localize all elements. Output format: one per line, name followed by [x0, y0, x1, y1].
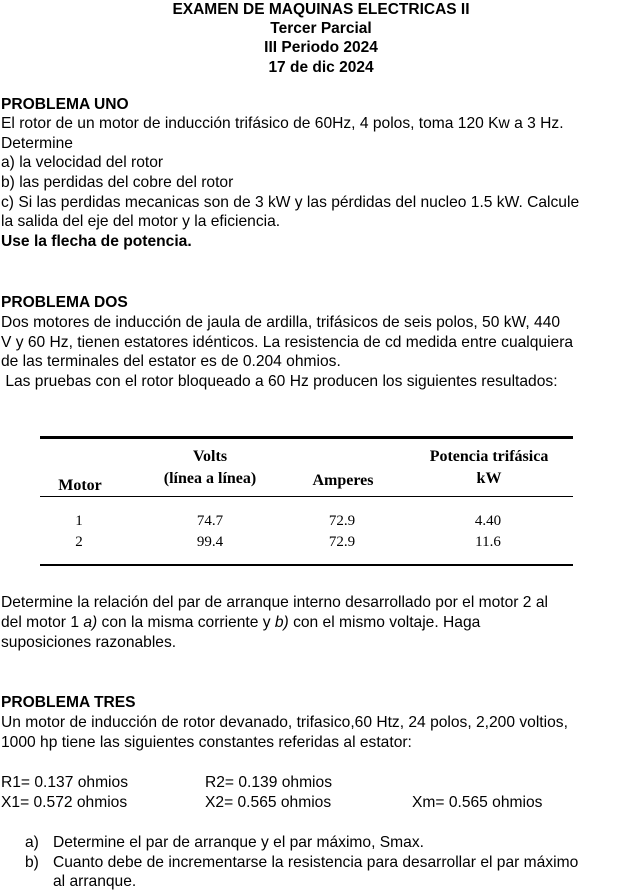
problem3-line: Un motor de inducción de rotor devanado, trifasico,60 Htz, 24 polos, 2,200 voltios,: [1, 714, 568, 731]
cell-motor: 1: [75, 513, 83, 529]
problem2-heading: PROBLEMA DOS: [1, 294, 128, 311]
table-header-rule: [40, 496, 573, 497]
problem3-line: 1000 hp tiene las siguientes constantes referidas al estator:: [1, 734, 412, 751]
question-text: con el mismo voltaje. Haga: [288, 614, 481, 631]
constant-xm: Xm= 0.565 ohmios: [412, 794, 543, 811]
question-text: con la misma corriente y: [97, 614, 275, 631]
problem1-line: b) las perdidas del cobre del rotor: [1, 174, 234, 191]
problem2-question: Determine la relación del par de arranque interno desarrollado por el motor 2 al: [1, 594, 548, 611]
constant-x2: X2= 0.565 ohmios: [205, 794, 332, 811]
header-amperes: Amperes: [312, 472, 374, 489]
problem2-line: V y 60 Hz, tienen estatores idénticos. La resistencia de cd medida entre cualquiera: [1, 334, 574, 351]
list-text: Determine el par de arranque y el par máximo, Smax.: [53, 834, 424, 851]
problem1-line: la salida del eje del motor y la eficiencia.: [1, 213, 281, 230]
cell-kw: 4.40: [474, 513, 502, 529]
question-part-b: b): [274, 614, 289, 631]
header-volts: Volts: [192, 448, 228, 465]
question-text: del motor 1: [1, 614, 84, 631]
table-top-rule: [40, 436, 573, 439]
list-marker: a): [25, 834, 39, 851]
problem1-heading: PROBLEMA UNO: [1, 96, 129, 113]
constant-r1: R1= 0.137 ohmios: [1, 774, 128, 791]
cell-volts: 74.7: [196, 513, 224, 529]
exam-period: III Periodo 2024: [264, 39, 378, 56]
header-motor: Motor: [58, 477, 102, 494]
constant-r2: R2= 0.139 ohmios: [205, 774, 332, 791]
header-power-unit: kW: [476, 470, 502, 487]
problem2-line: Dos motores de inducción de jaula de ardilla, trifásicos de seis polos, 50 kW, 440: [1, 314, 561, 331]
problem1-line: El rotor de un motor de inducción trifásico de 60Hz, 4 polos, toma 120 Kw a 3 Hz.: [1, 115, 564, 132]
problem2-line: de las terminales del estator es de 0.204 ohmios.: [1, 353, 341, 370]
header-power: Potencia trifásica: [429, 448, 549, 465]
exam-date: 17 de dic 2024: [268, 59, 374, 76]
table-bottom-rule: [40, 564, 573, 566]
problem3-heading: PROBLEMA TRES: [1, 694, 136, 711]
list-text: al arranque.: [53, 873, 137, 890]
constant-x1: X1= 0.572 ohmios: [1, 794, 128, 811]
problem1-line: Determine: [1, 135, 73, 152]
cell-amperes: 72.9: [328, 513, 356, 529]
cell-kw: 11.6: [475, 534, 501, 550]
problem1-line: a) la velocidad del rotor: [1, 154, 164, 171]
exam-title: EXAMEN DE MAQUINAS ELECTRICAS II: [172, 1, 470, 18]
cell-volts: 99.4: [196, 534, 224, 550]
problem2-line: Las pruebas con el rotor bloqueado a 60 Hz producen los siguientes resultados:: [1, 373, 558, 390]
cell-amperes: 72.9: [328, 534, 356, 550]
problem2-question: suposiciones razonables.: [1, 634, 177, 651]
question-part-a: a): [83, 614, 98, 631]
header-volts-sub: (línea a línea): [163, 470, 257, 487]
blocked-rotor-table: [40, 436, 573, 568]
list-marker: b): [25, 854, 39, 871]
problem2-question: [1, 613, 480, 632]
list-text: Cuanto debe de incrementarse la resistencia para desarrollar el par máximo: [53, 854, 579, 871]
exam-subtitle: Tercer Parcial: [270, 20, 372, 37]
cell-motor: 2: [75, 534, 83, 550]
problem1-line: c) Si las perdidas mecanicas son de 3 kW y las pérdidas del nucleo 1.5 kW. Calcule: [1, 194, 580, 211]
problem1-note: Use la flecha de potencia.: [1, 233, 192, 250]
